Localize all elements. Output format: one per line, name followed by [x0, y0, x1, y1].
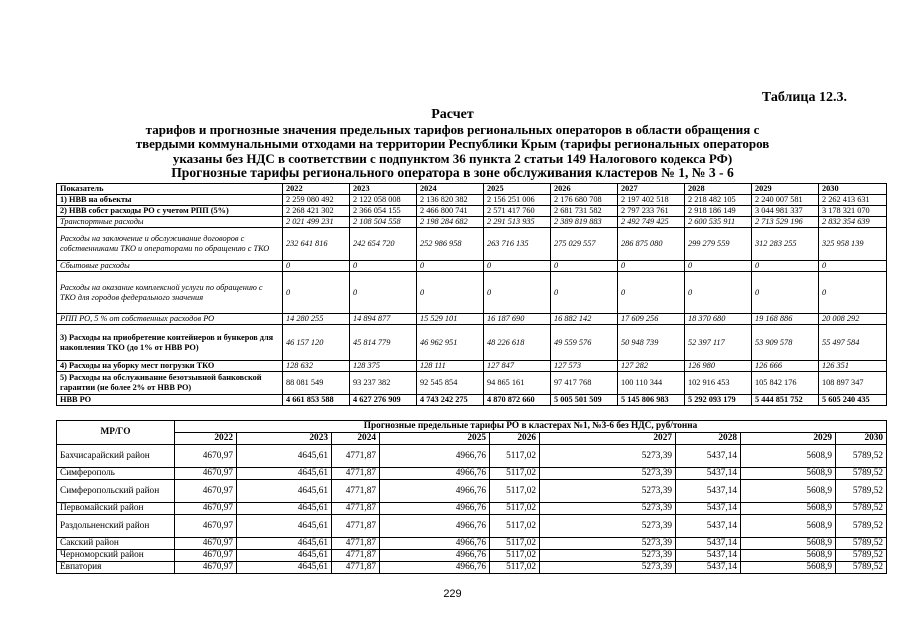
tariff-value-cell: 5789,52 — [836, 538, 887, 550]
value-cell: 0 — [417, 261, 484, 272]
tariff-value-cell: 4645,61 — [237, 538, 332, 550]
tariff-value-cell: 4670,97 — [175, 445, 237, 468]
value-cell: 2 198 284 682 — [417, 217, 484, 228]
year-header-cell: 2025 — [380, 433, 490, 445]
value-cell: 0 — [685, 261, 752, 272]
tariff-value-cell: 4670,97 — [175, 538, 237, 550]
tariff-value-cell: 4645,61 — [237, 515, 332, 538]
value-cell: 49 559 576 — [551, 325, 618, 361]
value-cell: 2 240 007 581 — [752, 195, 819, 206]
tariff-value-cell: 5117,02 — [490, 480, 540, 503]
tariff-value-cell: 4966,76 — [380, 503, 490, 515]
table-row — [57, 217, 887, 228]
value-cell: 126 666 — [752, 361, 819, 372]
value-cell: 2 262 413 631 — [819, 195, 887, 206]
value-cell: 16 187 690 — [484, 314, 551, 325]
value-cell: 2 218 482 105 — [685, 195, 752, 206]
row-label-cell: 3) Расходы на приобретение контейнеров и бункеров для накопления ТКО (до 1% от НВВ РО) — [57, 325, 283, 361]
tariff-value-cell: 4771,87 — [332, 503, 380, 515]
value-cell: 2 797 233 761 — [618, 206, 685, 217]
year-header-cell: 2030 — [819, 184, 887, 195]
value-cell: 4 743 242 275 — [417, 395, 484, 406]
tariff-value-cell: 4771,87 — [332, 480, 380, 503]
value-cell: 0 — [819, 261, 887, 272]
tariff-value-cell: 4645,61 — [237, 503, 332, 515]
value-cell: 2 136 820 382 — [417, 195, 484, 206]
tariff-value-cell: 5117,02 — [490, 503, 540, 515]
value-cell: 88 081 549 — [283, 372, 350, 395]
tariff-value-cell: 5608,9 — [741, 550, 836, 562]
region-cell: Симферополь — [57, 468, 175, 480]
tariff-value-cell: 5789,52 — [836, 468, 887, 480]
tariff-value-cell: 4670,97 — [175, 468, 237, 480]
year-header-cell: 2029 — [752, 184, 819, 195]
tariff-value-cell: 5273,39 — [540, 562, 676, 574]
region-cell: Черноморский район — [57, 550, 175, 562]
tariff-value-cell: 5117,02 — [490, 550, 540, 562]
value-cell: 2 021 499 231 — [283, 217, 350, 228]
year-header-cell: 2028 — [676, 433, 741, 445]
tariff-value-cell: 5273,39 — [540, 468, 676, 480]
tariff-value-cell: 4670,97 — [175, 503, 237, 515]
tariff-value-cell: 4771,87 — [332, 515, 380, 538]
value-cell: 2 492 749 425 — [618, 217, 685, 228]
table-row — [57, 550, 887, 562]
tariff-value-cell: 5117,02 — [490, 538, 540, 550]
tariff-value-cell: 5608,9 — [741, 503, 836, 515]
tariff-value-cell: 4771,87 — [332, 550, 380, 562]
tariff-value-cell: 5117,02 — [490, 562, 540, 574]
value-cell: 53 909 578 — [752, 325, 819, 361]
table-row — [57, 195, 887, 206]
value-cell: 128 375 — [350, 361, 417, 372]
tariff-value-cell: 4670,97 — [175, 515, 237, 538]
tariff-value-cell: 5608,9 — [741, 515, 836, 538]
table-row — [57, 538, 887, 550]
tariff-value-cell: 5273,39 — [540, 445, 676, 468]
value-cell: 93 237 382 — [350, 372, 417, 395]
year-header-cell: 2023 — [237, 433, 332, 445]
value-cell: 2 122 058 008 — [350, 195, 417, 206]
row-label-cell: Расходы на заключение и обслуживание договоров с собственниками ТКО и операторами по обращению с ТКО — [57, 228, 283, 261]
value-cell: 100 110 344 — [618, 372, 685, 395]
value-cell: 5 145 806 983 — [618, 395, 685, 406]
title-line: твердыми коммунальными отходами на территории Республики Крым (тарифы региональных операторов — [135, 136, 770, 151]
value-cell: 18 370 680 — [685, 314, 752, 325]
title-line: указаны без НДС в соответствии с подпунктом 36 пункта 2 статьи 149 Налогового кодекса РФ) — [172, 150, 733, 166]
value-cell: 0 — [618, 272, 685, 314]
value-cell: 97 417 768 — [551, 372, 618, 395]
title-line: Расчет — [431, 107, 474, 122]
value-cell: 92 545 854 — [417, 372, 484, 395]
value-cell: 0 — [283, 261, 350, 272]
value-cell: 105 842 176 — [752, 372, 819, 395]
value-cell: 0 — [484, 261, 551, 272]
table-row — [57, 515, 887, 538]
year-header-cell: 2029 — [741, 433, 836, 445]
table-row — [57, 468, 887, 480]
value-cell: 14 894 877 — [350, 314, 417, 325]
row-label-cell: 1) НВВ на объекты — [57, 195, 283, 206]
tariff-forecast-table — [56, 420, 887, 574]
tariff-value-cell: 4966,76 — [380, 538, 490, 550]
tariff-value-cell: 4645,61 — [237, 562, 332, 574]
tariff-value-cell: 5437,14 — [676, 480, 741, 503]
table-row — [57, 445, 887, 468]
value-cell: 126 980 — [685, 361, 752, 372]
page-number: 229 — [443, 588, 462, 600]
value-cell: 4 870 872 660 — [484, 395, 551, 406]
value-cell: 252 986 958 — [417, 228, 484, 261]
table-row — [57, 372, 887, 395]
nvv-calculation-table — [56, 183, 887, 406]
tariff-value-cell: 4966,76 — [380, 562, 490, 574]
value-cell: 0 — [350, 272, 417, 314]
tariff-value-cell: 4966,76 — [380, 468, 490, 480]
tariff-value-cell: 5608,9 — [741, 538, 836, 550]
value-cell: 4 661 853 588 — [283, 395, 350, 406]
tariff-value-cell: 5437,14 — [676, 515, 741, 538]
tariff-value-cell: 5789,52 — [836, 503, 887, 515]
table-row — [57, 314, 887, 325]
tariff-value-cell: 5789,52 — [836, 515, 887, 538]
value-cell: 0 — [484, 272, 551, 314]
value-cell: 15 529 101 — [417, 314, 484, 325]
region-cell: Первомайский район — [57, 503, 175, 515]
tariff-value-cell: 5608,9 — [741, 445, 836, 468]
row-label-cell: НВВ РО — [57, 395, 283, 406]
value-cell: 5 005 501 509 — [551, 395, 618, 406]
table-header-row — [57, 184, 887, 195]
value-cell: 102 916 453 — [685, 372, 752, 395]
year-header-cell: 2027 — [618, 184, 685, 195]
table-row — [57, 480, 887, 503]
value-cell: 0 — [551, 272, 618, 314]
tariff-value-cell: 4645,61 — [237, 550, 332, 562]
value-cell: 0 — [283, 272, 350, 314]
mrgo-header-cell: МР/ГО — [57, 421, 175, 445]
value-cell: 16 882 142 — [551, 314, 618, 325]
value-cell: 263 716 135 — [484, 228, 551, 261]
value-cell: 2 571 417 760 — [484, 206, 551, 217]
table-row — [57, 562, 887, 574]
value-cell: 0 — [350, 261, 417, 272]
value-cell: 325 958 139 — [819, 228, 887, 261]
value-cell: 2 366 054 155 — [350, 206, 417, 217]
tariff-value-cell: 5117,02 — [490, 445, 540, 468]
tariff-value-cell: 5273,39 — [540, 550, 676, 562]
tariff-value-cell: 5437,14 — [676, 562, 741, 574]
year-header-cell: 2028 — [685, 184, 752, 195]
tariff-value-cell: 5437,14 — [676, 503, 741, 515]
value-cell: 0 — [551, 261, 618, 272]
value-cell: 312 283 255 — [752, 228, 819, 261]
year-header-cell: 2026 — [551, 184, 618, 195]
value-cell: 20 008 292 — [819, 314, 887, 325]
region-cell: Евпатория — [57, 562, 175, 574]
value-cell: 5 444 851 752 — [752, 395, 819, 406]
value-cell: 0 — [752, 261, 819, 272]
year-header-cell: 2027 — [540, 433, 676, 445]
table-row — [57, 261, 887, 272]
year-header-cell: 2030 — [836, 433, 887, 445]
table-row — [57, 503, 887, 515]
value-cell: 2 259 080 492 — [283, 195, 350, 206]
table-row — [57, 272, 887, 314]
region-cell: Сакский район — [57, 538, 175, 550]
value-cell: 2 156 251 006 — [484, 195, 551, 206]
value-cell: 0 — [417, 272, 484, 314]
row-label-cell: 5) Расходы на обслуживание безотзывной банковской гарантии (не более 2% от НВВ РО) — [57, 372, 283, 395]
year-header-cell: 2022 — [283, 184, 350, 195]
tariff-value-cell: 5437,14 — [676, 550, 741, 562]
tariff-value-cell: 4771,87 — [332, 538, 380, 550]
region-cell: Бахчисарайский район — [57, 445, 175, 468]
value-cell: 2 681 731 582 — [551, 206, 618, 217]
document-title — [70, 108, 835, 181]
table-header-row — [57, 421, 887, 433]
tariff-value-cell: 4645,61 — [237, 445, 332, 468]
value-cell: 126 351 — [819, 361, 887, 372]
value-cell: 52 397 117 — [685, 325, 752, 361]
tariff-value-cell: 4670,97 — [175, 550, 237, 562]
value-cell: 2 197 402 518 — [618, 195, 685, 206]
row-label-cell: РПП РО, 5 % от собственных расходов РО — [57, 314, 283, 325]
row-label-cell: Транспортные расходы — [57, 217, 283, 228]
tariff-value-cell: 5117,02 — [490, 515, 540, 538]
value-cell: 2 713 529 196 — [752, 217, 819, 228]
value-cell: 2 832 354 639 — [819, 217, 887, 228]
tariff-value-cell: 4966,76 — [380, 515, 490, 538]
tariff-value-cell: 4670,97 — [175, 480, 237, 503]
value-cell: 14 280 255 — [283, 314, 350, 325]
tariff-value-cell: 5273,39 — [540, 538, 676, 550]
value-cell: 2 918 186 149 — [685, 206, 752, 217]
row-label-cell: 4) Расходы на уборку мест погрузки ТКО — [57, 361, 283, 372]
table-number-label: Таблица 12.3. — [761, 90, 847, 105]
year-header-cell: 2024 — [332, 433, 380, 445]
tariff-value-cell: 5437,14 — [676, 538, 741, 550]
value-cell: 46 962 951 — [417, 325, 484, 361]
value-cell: 2 108 504 558 — [350, 217, 417, 228]
value-cell: 17 609 256 — [618, 314, 685, 325]
title-line: тарифов и прогнозные значения предельных тарифов региональных операторов в области обращения с — [145, 121, 760, 137]
value-cell: 299 279 559 — [685, 228, 752, 261]
tariff-value-cell: 5608,9 — [741, 480, 836, 503]
value-cell: 127 847 — [484, 361, 551, 372]
table-row — [57, 361, 887, 372]
tariff-value-cell: 5789,52 — [836, 550, 887, 562]
region-cell: Симферопольский район — [57, 480, 175, 503]
value-cell: 2 176 680 708 — [551, 195, 618, 206]
region-cell: Раздольненский район — [57, 515, 175, 538]
row-label-cell: 2) НВВ собст расходы РО с учетом РПП (5%) — [57, 206, 283, 217]
value-cell: 45 814 779 — [350, 325, 417, 361]
table-row — [57, 228, 887, 261]
value-cell: 4 627 276 909 — [350, 395, 417, 406]
table-row — [57, 395, 887, 406]
tariff-value-cell: 5608,9 — [741, 562, 836, 574]
value-cell: 48 226 618 — [484, 325, 551, 361]
tariff-value-cell: 5273,39 — [540, 480, 676, 503]
tariff-value-cell: 5789,52 — [836, 445, 887, 468]
year-header-cell: 2024 — [417, 184, 484, 195]
value-cell: 46 157 120 — [283, 325, 350, 361]
value-cell: 55 497 584 — [819, 325, 887, 361]
year-header-cell: 2025 — [484, 184, 551, 195]
value-cell: 0 — [618, 261, 685, 272]
tariff-value-cell: 4771,87 — [332, 468, 380, 480]
tariff-value-cell: 4670,97 — [175, 562, 237, 574]
tariff-value-cell: 4966,76 — [380, 445, 490, 468]
tariff-value-cell: 4771,87 — [332, 445, 380, 468]
tariff-value-cell: 5608,9 — [741, 468, 836, 480]
value-cell: 50 948 739 — [618, 325, 685, 361]
row-label-cell: Расходы на оказание комплексной услуги по обращению с ТКО для городов федерального значения — [57, 272, 283, 314]
tariff-value-cell: 5437,14 — [676, 445, 741, 468]
tariff-value-cell: 4645,61 — [237, 480, 332, 503]
tariff-value-cell: 4966,76 — [380, 550, 490, 562]
value-cell: 2 600 535 911 — [685, 217, 752, 228]
value-cell: 94 865 161 — [484, 372, 551, 395]
header-cell: Показатель — [57, 184, 283, 195]
value-cell: 3 178 321 070 — [819, 206, 887, 217]
tariff-value-cell: 5273,39 — [540, 503, 676, 515]
value-cell: 5 605 240 435 — [819, 395, 887, 406]
year-header-cell: 2023 — [350, 184, 417, 195]
tariff-value-cell: 5117,02 — [490, 468, 540, 480]
value-cell: 3 044 981 337 — [752, 206, 819, 217]
value-cell: 127 282 — [618, 361, 685, 372]
value-cell: 0 — [819, 272, 887, 314]
value-cell: 2 268 421 302 — [283, 206, 350, 217]
year-header-cell: 2026 — [490, 433, 540, 445]
value-cell: 2 291 513 935 — [484, 217, 551, 228]
tariff-value-cell: 4966,76 — [380, 480, 490, 503]
value-cell: 0 — [685, 272, 752, 314]
tariff-value-cell: 4771,87 — [332, 562, 380, 574]
tariff-value-cell: 5437,14 — [676, 468, 741, 480]
value-cell: 286 875 080 — [618, 228, 685, 261]
table-row — [57, 206, 887, 217]
value-cell: 242 654 720 — [350, 228, 417, 261]
tariff-value-cell: 5789,52 — [836, 480, 887, 503]
value-cell: 2 389 819 883 — [551, 217, 618, 228]
row-label-cell: Сбытовые расходы — [57, 261, 283, 272]
value-cell: 0 — [752, 272, 819, 314]
tariff-value-cell: 4645,61 — [237, 468, 332, 480]
value-cell: 128 632 — [283, 361, 350, 372]
value-cell: 2 466 800 741 — [417, 206, 484, 217]
subtitle-line: Прогнозные тарифы регионального оператора в зоне обслуживания кластеров № 1, № 3 - 6 — [171, 165, 734, 180]
value-cell: 232 641 816 — [283, 228, 350, 261]
year-header-row — [57, 433, 887, 445]
value-cell: 5 292 093 179 — [685, 395, 752, 406]
year-header-cell: 2022 — [175, 433, 237, 445]
value-cell: 108 897 347 — [819, 372, 887, 395]
value-cell: 128 111 — [417, 361, 484, 372]
value-cell: 275 029 557 — [551, 228, 618, 261]
value-cell: 19 168 886 — [752, 314, 819, 325]
caption-cell: Прогнозные предельные тарифы РО в кластерах №1, №3-6 без НДС, руб/тонна — [175, 421, 887, 433]
table-row — [57, 325, 887, 361]
tariff-value-cell: 5789,52 — [836, 562, 887, 574]
value-cell: 127 573 — [551, 361, 618, 372]
tariff-value-cell: 5273,39 — [540, 515, 676, 538]
